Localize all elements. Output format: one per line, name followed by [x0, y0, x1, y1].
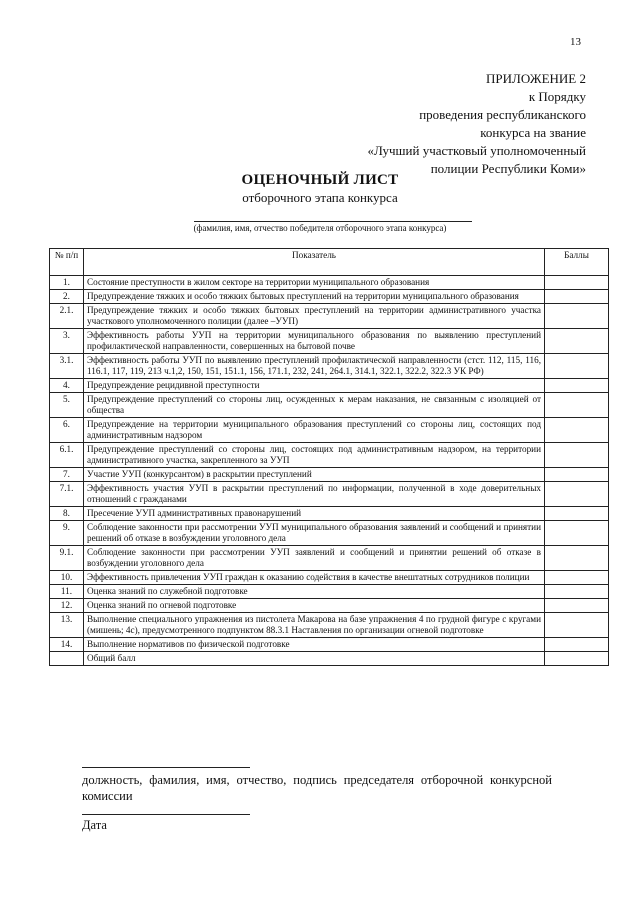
row-number: 9.1.: [50, 546, 84, 571]
row-number: 7.1.: [50, 482, 84, 507]
row-score-cell[interactable]: [545, 571, 609, 585]
row-indicator: Выполнение специального упражнения из пистолета Макарова на базе упражнения 4 по грудной фигуре с кругами (мишень; 4с), предусмотренного подпунктом 88.3.1 Наставления по организации огневой подготовке: [84, 613, 545, 638]
document-title: ОЦЕНОЧНЫЙ ЛИСТ: [241, 172, 399, 188]
row-score-cell[interactable]: [545, 507, 609, 521]
row-number: 2.1.: [50, 304, 84, 329]
table-row: [50, 290, 609, 304]
table-row: [50, 468, 609, 482]
row-score-cell[interactable]: [545, 638, 609, 652]
table-row: [50, 354, 609, 379]
name-line: [194, 221, 472, 222]
table-row: [50, 507, 609, 521]
name-caption: (фамилия, имя, отчество победителя отборочного этапа конкурса): [193, 223, 447, 233]
row-score-cell[interactable]: [545, 521, 609, 546]
row-score-cell[interactable]: [545, 418, 609, 443]
row-indicator: Предупреждение тяжких и особо тяжких бытовых преступлений на территории муниципального образования: [84, 290, 545, 304]
row-score-cell[interactable]: [545, 468, 609, 482]
row-indicator: Предупреждение тяжких и особо тяжких бытовых преступлений на территории административного участка участкового уполномоченного полиции (далее –УУП): [84, 304, 545, 329]
table-row: [50, 393, 609, 418]
row-score-cell[interactable]: [545, 290, 609, 304]
row-indicator: Предупреждение рецидивной преступности: [84, 379, 545, 393]
document-subtitle: отборочного этапа конкурса: [242, 190, 398, 205]
row-indicator: Соблюдение законности при рассмотрении УУП заявлений и сообщений и принятии решений об отказе в возбуждении уголовного дела: [84, 546, 545, 571]
row-number: 6.1.: [50, 443, 84, 468]
page-number: 13: [570, 36, 581, 48]
appendix-line: конкурса на звание: [480, 125, 586, 140]
header-num: № п/п: [50, 249, 84, 276]
appendix-line: полиции Республики Коми»: [430, 161, 586, 176]
signature-caption: должность, фамилия, имя, отчество, подпись председателя отборочной конкурсной комиссии: [82, 773, 552, 803]
row-number: 10.: [50, 571, 84, 585]
row-number: 3.: [50, 329, 84, 354]
date-label: Дата: [82, 818, 107, 832]
row-indicator: Предупреждение преступлений со стороны лиц, состоящих под административным надзором, на территории административного участка, закрепленного за УУП: [84, 443, 545, 468]
table-row: [50, 443, 609, 468]
row-indicator: Выполнение нормативов по физической подготовке: [84, 638, 545, 652]
table-row: [50, 304, 609, 329]
row-score-cell[interactable]: [545, 354, 609, 379]
table-row: [50, 329, 609, 354]
row-score-cell[interactable]: [545, 585, 609, 599]
appendix-line: «Лучший участковый уполномоченный: [367, 143, 586, 158]
row-indicator: Предупреждение на территории муниципального образования преступлений со стороны лиц, состоящих под административным надзором: [84, 418, 545, 443]
row-score-cell[interactable]: [545, 276, 609, 290]
row-number: 12.: [50, 599, 84, 613]
signature-line: [82, 767, 250, 768]
row-number: 6.: [50, 418, 84, 443]
row-indicator: Эффективность работы УУП по выявлению преступлений профилактической направленности (стст. 112, 115, 116, 116.1, 117, 119, 213 ч.1,2, 150, 151, 151.1, 156, 171.1, 232, 241, 264.1, 314.1, 322.1, 322.2, 322.3 УК РФ): [84, 354, 545, 379]
row-score-cell[interactable]: [545, 443, 609, 468]
row-number: 4.: [50, 379, 84, 393]
row-number: 13.: [50, 613, 84, 638]
row-score-cell[interactable]: [545, 652, 609, 666]
table-row: [50, 599, 609, 613]
row-indicator: Эффективность работы УУП на территории муниципального образования по выявлению преступлений профилактической направленности, совершенных на бытовой почве: [84, 329, 545, 354]
table-header-row: [50, 249, 609, 276]
appendix-line: к Порядку: [528, 89, 586, 104]
row-score-cell[interactable]: [545, 379, 609, 393]
table-row: [50, 418, 609, 443]
row-indicator: Пресечение УУП административных правонарушений: [84, 507, 545, 521]
table-row: [50, 613, 609, 638]
row-indicator: Соблюдение законности при рассмотрении УУП муниципального образования заявлений и сообщений и принятии решений об отказе в возбуждении уголовного дела: [84, 521, 545, 546]
row-score-cell[interactable]: [545, 482, 609, 507]
row-score-cell[interactable]: [545, 613, 609, 638]
row-indicator: Общий балл: [84, 652, 545, 666]
table-row: [50, 652, 609, 666]
row-number: 5.: [50, 393, 84, 418]
row-score-cell[interactable]: [545, 393, 609, 418]
row-indicator: Предупреждение преступлений со стороны лиц, осужденных к мерам наказания, не связанным с изоляцией от общества: [84, 393, 545, 418]
appendix-block: [286, 70, 586, 178]
table-row: [50, 638, 609, 652]
row-number: 8.: [50, 507, 84, 521]
header-indicator: Показатель: [84, 249, 545, 276]
table-row: [50, 571, 609, 585]
row-indicator: Эффективность привлечения УУП граждан к оказанию содействия в качестве внештатных сотрудников полиции: [84, 571, 545, 585]
row-number: 1.: [50, 276, 84, 290]
row-number: 9.: [50, 521, 84, 546]
row-number: [50, 652, 84, 666]
row-number: 7.: [50, 468, 84, 482]
row-indicator: Состояние преступности в жилом секторе на территории муниципального образования: [84, 276, 545, 290]
date-line: [82, 814, 250, 815]
table-row: [50, 379, 609, 393]
table-row: [50, 276, 609, 290]
row-score-cell[interactable]: [545, 546, 609, 571]
row-indicator: Участие УУП (конкурсантом) в раскрытии преступлений: [84, 468, 545, 482]
row-number: 3.1.: [50, 354, 84, 379]
appendix-line: ПРИЛОЖЕНИЕ 2: [486, 71, 586, 86]
row-score-cell[interactable]: [545, 329, 609, 354]
row-number: 2.: [50, 290, 84, 304]
table-row: [50, 521, 609, 546]
header-score: Баллы: [545, 249, 609, 276]
row-score-cell[interactable]: [545, 599, 609, 613]
row-number: 11.: [50, 585, 84, 599]
table-row: [50, 482, 609, 507]
row-indicator: Оценка знаний по служебной подготовке: [84, 585, 545, 599]
row-number: 14.: [50, 638, 84, 652]
table-row: [50, 585, 609, 599]
row-indicator: Оценка знаний по огневой подготовке: [84, 599, 545, 613]
table-row: [50, 546, 609, 571]
evaluation-table: [49, 248, 609, 666]
row-score-cell[interactable]: [545, 304, 609, 329]
appendix-line: проведения республиканского: [419, 107, 586, 122]
row-indicator: Эффективность участия УУП в раскрытии преступлений по информации, полученной в ходе доверительных отношений с гражданами: [84, 482, 545, 507]
